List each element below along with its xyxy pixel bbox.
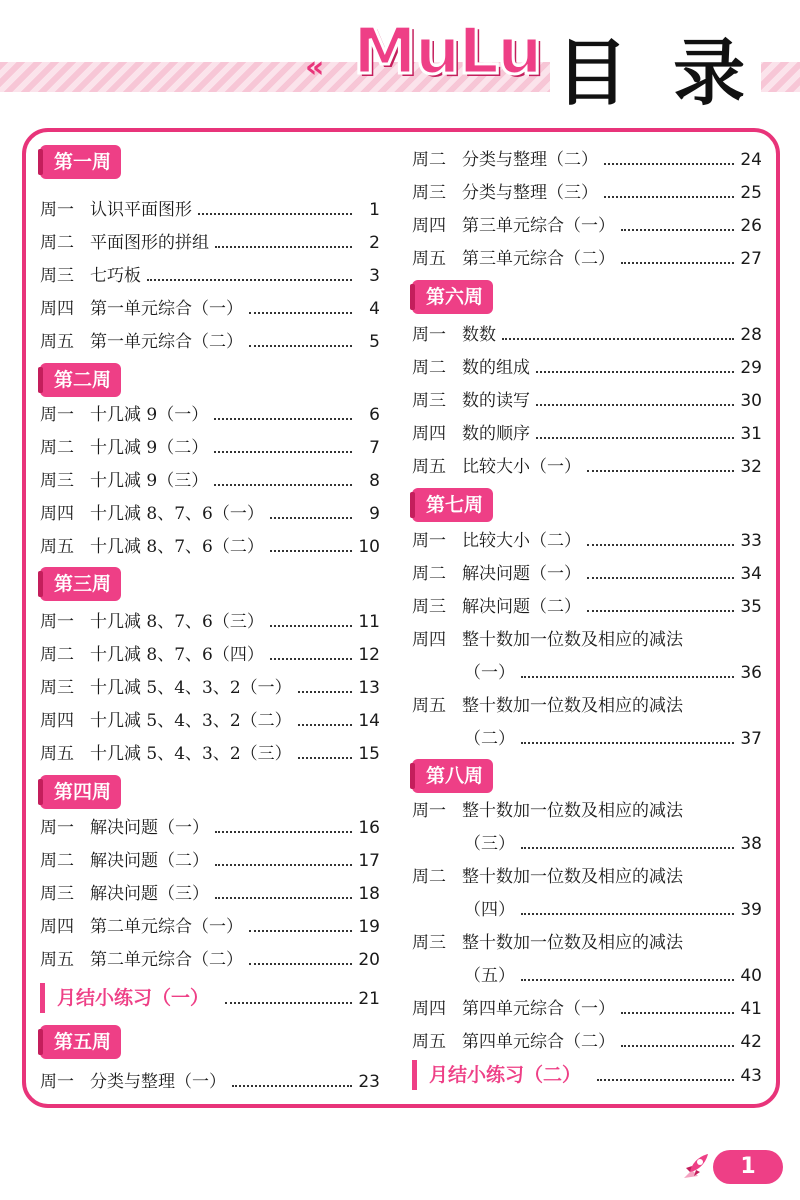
- weekday-label: 周一: [412, 801, 446, 821]
- rocket-icon: [678, 1150, 712, 1184]
- page-number: 36: [740, 663, 762, 683]
- toc-entry-continuation[interactable]: [412, 895, 762, 925]
- entry-title: 整十数加一位数及相应的减法: [462, 630, 683, 650]
- toc-entry[interactable]: [412, 526, 762, 556]
- page-number: 3: [369, 266, 380, 286]
- entry-title: 十几减 8、7、6（一）: [90, 504, 264, 524]
- weekday-label: 周四: [412, 630, 446, 650]
- weekday-label: 周二: [40, 438, 74, 458]
- weekday-label: 周一: [412, 325, 446, 345]
- page-number: 38: [740, 834, 762, 854]
- review-entry[interactable]: [40, 983, 380, 1013]
- leader-dots: [270, 644, 352, 660]
- weekday-label: 周三: [412, 597, 446, 617]
- week-heading: 第六周: [412, 280, 493, 314]
- entry-title: 比较大小（一）: [462, 457, 581, 477]
- page-number: 42: [740, 1032, 762, 1052]
- page-number: 29: [740, 358, 762, 378]
- leader-dots: [215, 232, 352, 248]
- leader-dots: [587, 530, 734, 546]
- toc-entry[interactable]: [40, 1067, 380, 1097]
- page-number: 30: [740, 391, 762, 411]
- toc-entry[interactable]: [40, 706, 380, 736]
- weekday-label: 周一: [40, 200, 74, 220]
- mulu-logo: MuLu: [353, 15, 541, 89]
- leader-dots: [249, 331, 352, 347]
- toc-entry[interactable]: [40, 879, 380, 909]
- entry-title: 第三单元综合（一）: [462, 216, 615, 236]
- leader-dots: [604, 149, 734, 165]
- leader-dots: [214, 437, 352, 453]
- toc-entry[interactable]: [40, 327, 380, 357]
- entry-title: 整十数加一位数及相应的减法: [462, 867, 683, 887]
- entry-title: 分类与整理（二）: [462, 150, 598, 170]
- page-title: 目 录: [550, 15, 761, 105]
- page-number: 40: [740, 966, 762, 986]
- toc-entry[interactable]: [40, 813, 380, 843]
- week-heading: 第四周: [40, 775, 121, 809]
- weekday-label: 周二: [412, 358, 446, 378]
- toc-entry[interactable]: [40, 640, 380, 670]
- toc-entry[interactable]: [40, 945, 380, 975]
- leader-dots: [621, 1031, 734, 1047]
- toc-entry[interactable]: [412, 994, 762, 1024]
- page-number: 17: [358, 851, 380, 871]
- page-number: 4: [369, 299, 380, 319]
- leader-dots: [215, 883, 352, 899]
- toc-entry[interactable]: [412, 320, 762, 350]
- week-heading: 第五周: [40, 1025, 121, 1059]
- page-number: 28: [740, 325, 762, 345]
- entry-title: 整十数加一位数及相应的减法: [462, 933, 683, 953]
- toc-entry[interactable]: [412, 862, 762, 892]
- entry-title: 第一单元综合（二）: [90, 332, 243, 352]
- leader-dots: [502, 324, 734, 340]
- leader-dots: [147, 265, 352, 281]
- toc-entry[interactable]: [40, 912, 380, 942]
- toc-entry[interactable]: [412, 145, 762, 175]
- entry-title: 整十数加一位数及相应的减法: [462, 696, 683, 716]
- toc-entry[interactable]: [412, 625, 762, 655]
- entry-title: 解决问题（一）: [90, 818, 209, 838]
- weekday-label: 周一: [40, 405, 74, 425]
- weekday-label: 周三: [412, 391, 446, 411]
- toc-entry[interactable]: [40, 433, 380, 463]
- page-number: 35: [740, 597, 762, 617]
- leader-dots: [536, 390, 734, 406]
- entry-title: 第四单元综合（二）: [462, 1032, 615, 1052]
- entry-title: （五）: [464, 966, 515, 986]
- review-label: 月结小练习（二）: [412, 1060, 591, 1090]
- leader-dots: [249, 298, 352, 314]
- page-number: 10: [358, 537, 380, 557]
- page-number: 26: [740, 216, 762, 236]
- review-entry[interactable]: [412, 1060, 762, 1090]
- weekday-label: 周二: [412, 867, 446, 887]
- entry-title: 解决问题（一）: [462, 564, 581, 584]
- entry-title: 分类与整理（一）: [90, 1072, 226, 1092]
- weekday-label: 周五: [40, 950, 74, 970]
- toc-entry[interactable]: [40, 532, 380, 562]
- entry-title: 解决问题（二）: [90, 851, 209, 871]
- leader-dots: [521, 662, 734, 678]
- weekday-label: 周二: [412, 150, 446, 170]
- entry-title: 分类与整理（三）: [462, 183, 598, 203]
- page-number: 14: [358, 711, 380, 731]
- weekday-label: 周四: [412, 999, 446, 1019]
- page-number: 12: [358, 645, 380, 665]
- weekday-label: 周一: [40, 818, 74, 838]
- leader-dots: [249, 949, 352, 965]
- toc-entry[interactable]: [412, 452, 762, 482]
- leader-dots: [587, 456, 734, 472]
- weekday-label: 周三: [40, 678, 74, 698]
- leader-dots: [298, 743, 352, 759]
- weekday-label: 周三: [412, 183, 446, 203]
- toc-entry[interactable]: [412, 928, 762, 958]
- toc-entry[interactable]: [40, 846, 380, 876]
- page-number: 33: [740, 531, 762, 551]
- weekday-label: 周三: [40, 471, 74, 491]
- entry-title: 平面图形的拼组: [90, 233, 209, 253]
- entry-title: 数的组成: [462, 358, 530, 378]
- leader-dots: [597, 1065, 734, 1081]
- leader-dots: [536, 357, 734, 373]
- toc-entry[interactable]: [412, 353, 762, 383]
- page-number: 27: [740, 249, 762, 269]
- entry-title: 十几减 9（三）: [90, 471, 209, 491]
- leader-dots: [249, 916, 352, 932]
- page-number: 2: [369, 233, 380, 253]
- page-number: 39: [740, 900, 762, 920]
- entry-title: 数的顺序: [462, 424, 530, 444]
- toc-entry[interactable]: [412, 592, 762, 622]
- toc-entry-continuation[interactable]: [412, 829, 762, 859]
- toc-entry-continuation[interactable]: [412, 658, 762, 688]
- page-number: 41: [740, 999, 762, 1019]
- weekday-label: 周二: [412, 564, 446, 584]
- weekday-label: 周一: [40, 1072, 74, 1092]
- leader-dots: [621, 998, 734, 1014]
- toc-entry[interactable]: [40, 499, 380, 529]
- leader-dots: [621, 215, 734, 231]
- week-heading: 第三周: [40, 567, 121, 601]
- entry-title: 十几减 9（一）: [90, 405, 209, 425]
- page-number-badge: 1: [713, 1150, 783, 1184]
- entry-title: （四）: [464, 900, 515, 920]
- review-label: 月结小练习（一）: [40, 983, 219, 1013]
- weekday-label: 周五: [412, 1032, 446, 1052]
- weekday-label: 周四: [40, 917, 74, 937]
- chevron-left-icon: «: [305, 50, 325, 85]
- page-number: 6: [369, 405, 380, 425]
- week-heading: 第一周: [40, 145, 121, 179]
- toc-entry[interactable]: [40, 228, 380, 258]
- week-heading: 第二周: [40, 363, 121, 397]
- entry-title: 十几减 8、7、6（二）: [90, 537, 264, 557]
- entry-title: 十几减 8、7、6（四）: [90, 645, 264, 665]
- page-number: 20: [358, 950, 380, 970]
- leader-dots: [587, 563, 734, 579]
- weekday-label: 周三: [412, 933, 446, 953]
- page-number: 7: [369, 438, 380, 458]
- page-number: 9: [369, 504, 380, 524]
- weekday-label: 周四: [412, 216, 446, 236]
- leader-dots: [521, 965, 734, 981]
- page-number: 5: [369, 332, 380, 352]
- page-number: 32: [740, 457, 762, 477]
- leader-dots: [214, 404, 352, 420]
- week-heading: 第八周: [412, 759, 493, 793]
- page-number: 25: [740, 183, 762, 203]
- toc-entry[interactable]: [40, 400, 380, 430]
- entry-title: 十几减 5、4、3、2（二）: [90, 711, 292, 731]
- entry-title: 解决问题（二）: [462, 597, 581, 617]
- leader-dots: [298, 710, 352, 726]
- page-number: 13: [358, 678, 380, 698]
- leader-dots: [536, 423, 734, 439]
- entry-title: （三）: [464, 834, 515, 854]
- leader-dots: [270, 536, 352, 552]
- leader-dots: [298, 677, 352, 693]
- toc-entry[interactable]: [40, 195, 380, 225]
- toc-entry[interactable]: [40, 607, 380, 637]
- toc-entry[interactable]: [40, 673, 380, 703]
- toc-entry[interactable]: [412, 244, 762, 274]
- page-number: 16: [358, 818, 380, 838]
- toc-entry[interactable]: [412, 419, 762, 449]
- toc-entry[interactable]: [40, 739, 380, 769]
- entry-title: 第二单元综合（二）: [90, 950, 243, 970]
- entry-title: 数数: [462, 325, 496, 345]
- page-number: 31: [740, 424, 762, 444]
- page-number: 1: [369, 200, 380, 220]
- leader-dots: [215, 850, 352, 866]
- page-number: 11: [358, 612, 380, 632]
- weekday-label: 周五: [40, 744, 74, 764]
- toc-entry-continuation[interactable]: [412, 961, 762, 991]
- leader-dots: [215, 817, 352, 833]
- page-number: 24: [740, 150, 762, 170]
- weekday-label: 周一: [412, 531, 446, 551]
- entry-title: 十几减 5、4、3、2（三）: [90, 744, 292, 764]
- page-number: 34: [740, 564, 762, 584]
- week-heading: 第七周: [412, 488, 493, 522]
- weekday-label: 周一: [40, 612, 74, 632]
- weekday-label: 周四: [412, 424, 446, 444]
- entry-title: 第二单元综合（一）: [90, 917, 243, 937]
- weekday-label: 周四: [40, 299, 74, 319]
- toc-entry[interactable]: [40, 294, 380, 324]
- leader-dots: [232, 1071, 352, 1087]
- weekday-label: 周四: [40, 711, 74, 731]
- weekday-label: 周二: [40, 851, 74, 871]
- toc-entry[interactable]: [412, 559, 762, 589]
- weekday-label: 周五: [40, 537, 74, 557]
- toc-entry[interactable]: [412, 691, 762, 721]
- weekday-label: 周五: [412, 696, 446, 716]
- entry-title: 第四单元综合（一）: [462, 999, 615, 1019]
- weekday-label: 周三: [40, 884, 74, 904]
- entry-title: 数的读写: [462, 391, 530, 411]
- leader-dots: [225, 988, 352, 1004]
- weekday-label: 周二: [40, 233, 74, 253]
- page-number: 19: [358, 917, 380, 937]
- leader-dots: [604, 182, 734, 198]
- entry-title: 解决问题（三）: [90, 884, 209, 904]
- leader-dots: [270, 611, 352, 627]
- page-number: 21: [358, 989, 380, 1009]
- page-number: 37: [740, 729, 762, 749]
- page-number: 8: [369, 471, 380, 491]
- toc-entry[interactable]: [40, 466, 380, 496]
- entry-title: 第三单元综合（二）: [462, 249, 615, 269]
- page-number: 18: [358, 884, 380, 904]
- entry-title: 十几减 9（二）: [90, 438, 209, 458]
- toc-entry[interactable]: [40, 261, 380, 291]
- weekday-label: 周五: [412, 457, 446, 477]
- leader-dots: [270, 503, 352, 519]
- entry-title: 七巧板: [90, 266, 141, 286]
- weekday-label: 周二: [40, 645, 74, 665]
- entry-title: 认识平面图形: [90, 200, 192, 220]
- entry-title: 十几减 8、7、6（三）: [90, 612, 264, 632]
- entry-title: 十几减 5、4、3、2（一）: [90, 678, 292, 698]
- entry-title: 整十数加一位数及相应的减法: [462, 801, 683, 821]
- toc-entry[interactable]: [412, 386, 762, 416]
- page-number: 15: [358, 744, 380, 764]
- toc-entry-continuation[interactable]: [412, 724, 762, 754]
- entry-title: （二）: [464, 729, 515, 749]
- weekday-label: 周五: [40, 332, 74, 352]
- leader-dots: [587, 596, 734, 612]
- toc-entry[interactable]: [412, 796, 762, 826]
- weekday-label: 周三: [40, 266, 74, 286]
- leader-dots: [521, 728, 734, 744]
- toc-entry[interactable]: [412, 211, 762, 241]
- toc-entry[interactable]: [412, 1027, 762, 1057]
- weekday-label: 周四: [40, 504, 74, 524]
- weekday-label: 周五: [412, 249, 446, 269]
- leader-dots: [198, 199, 352, 215]
- leader-dots: [521, 899, 734, 915]
- entry-title: （一）: [464, 663, 515, 683]
- leader-dots: [214, 470, 352, 486]
- leader-dots: [621, 248, 734, 264]
- page-number: 23: [358, 1072, 380, 1092]
- entry-title: 比较大小（二）: [462, 531, 581, 551]
- toc-entry[interactable]: [412, 178, 762, 208]
- entry-title: 第一单元综合（一）: [90, 299, 243, 319]
- leader-dots: [521, 833, 734, 849]
- page-number: 43: [740, 1066, 762, 1086]
